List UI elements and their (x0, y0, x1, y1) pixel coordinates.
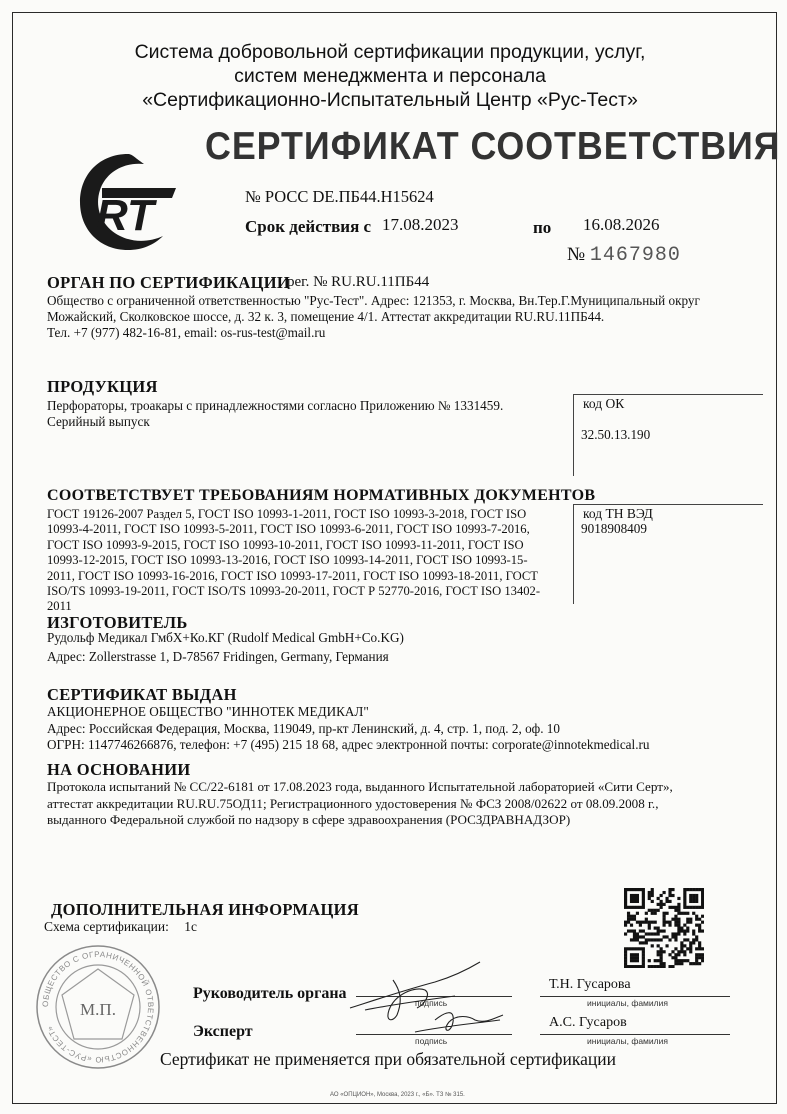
tnved-code-value: 9018908409 (581, 521, 647, 536)
requirements-line: ISO/TS 10993-19-2011, ГОСТ ISO/TS 10993-20-2011, ГОСТ Р 52770-2016, ГОСТ ISO 13402- (47, 584, 541, 599)
certification-body-text (47, 293, 700, 341)
svg-text:М.П.: М.П. (80, 1000, 116, 1019)
ok-code-box (573, 394, 763, 476)
blank-number-prefix: № (567, 244, 586, 265)
requirements-line: 2011 (47, 599, 72, 614)
head-name-line (540, 996, 730, 997)
basis-line: Протокола испытаний № СС/22-6181 от 17.08.2023 года, выданного Испытательной лабораторией «Сити Серт», (47, 779, 673, 794)
system-line-2: систем менеджмента и персонала (234, 65, 546, 87)
ok-code-value: 32.50.13.190 (581, 427, 651, 442)
certification-scheme (44, 919, 197, 935)
validity-to-date: 16.08.2026 (583, 215, 660, 234)
body-line: Можайский, Сколковское шоссе, д. 32 к. 3, помещение 4/1. Аттестат аккредитации RU.RU.11ПБ44. (47, 309, 605, 324)
expert-name: А.С. Гусаров (549, 1015, 627, 1030)
manufacturer-heading: ИЗГОТОВИТЕЛЬ (47, 613, 188, 632)
certificate-registration-number: № РОСС DE.ПБ44.Н15624 (245, 187, 434, 206)
head-signature-caption: подпись (415, 998, 448, 1008)
organization-stamp (34, 943, 162, 1071)
product-line: Перфораторы, троакары с принадлежностями согласно Приложению № 1331459. (47, 398, 504, 413)
certification-body-heading: ОРГАН ПО СЕРТИФИКАЦИИ (47, 273, 291, 292)
body-line: Общество с ограниченной ответственностью "Рус-Тест". Адрес: 121353, г. Москва, Вн.Тер.Г.Муниципальный округ (47, 293, 700, 308)
certification-body-reg: рег. № RU.RU.11ПБ44 (287, 274, 430, 290)
qr-code (624, 888, 704, 968)
print-info: АО «ОПЦИОН», Москва, 2023 г., «Б». ТЗ № 315. (330, 1092, 465, 1098)
system-line-1: Система добровольной сертификации продукции, услуг, (134, 41, 646, 63)
requirements-line: ГОСТ 19126-2007 Раздел 5, ГОСТ ISO 10993-1-2011, ГОСТ ISO 10993-3-2018, ГОСТ ISO (47, 507, 527, 521)
svg-text:RT: RT (96, 191, 154, 240)
requirements-text (47, 507, 540, 615)
requirements-heading: СООТВЕТСТВУЕТ ТРЕБОВАНИЯМ НОРМАТИВНЫХ ДОКУМЕНТОВ (47, 487, 596, 504)
tnved-code-label: код ТН ВЭД (583, 506, 653, 521)
manufacturer-text (47, 630, 404, 665)
system-line-3: «Сертификационно-Испытательный Центр «Рус-Тест» (142, 89, 638, 111)
certificate-title: СЕРТИФИКАТ СООТВЕТСТВИЯ (205, 125, 781, 168)
validity-from-date: 17.08.2023 (382, 215, 459, 234)
rt-logo (72, 148, 184, 256)
expert-name-line (540, 1034, 730, 1035)
ok-code-label: код ОК (583, 396, 625, 411)
blank-number (567, 244, 681, 267)
additional-info-heading: ДОПОЛНИТЕЛЬНАЯ ИНФОРМАЦИЯ (51, 900, 359, 919)
issued-to-text (47, 704, 649, 754)
footer-note: Сертификат не применяется при обязательной сертификации (160, 1049, 616, 1069)
expert-label: Эксперт (193, 1023, 253, 1040)
scheme-label: Схема сертификации: (44, 919, 169, 934)
manufacturer-line: Рудольф Медикал ГмбХ+Ко.КГ (Rudolf Medical GmbH+Co.KG) (47, 630, 404, 645)
certification-system-title (40, 40, 740, 112)
blank-number-value: 1467980 (589, 244, 681, 267)
product-line: Серийный выпуск (47, 414, 150, 429)
issued-to-line: Адрес: Российская Федерация, Москва, 119049, пр-кт Ленинский, д. 4, стр. 1, под. 2, оф. 10 (47, 720, 560, 736)
requirements-line: 2011, ГОСТ ISO 10993-16-2016, ГОСТ ISO 10993-17-2011, ГОСТ ISO 10993-18-2011, ГОСТ (47, 568, 538, 583)
product-text (47, 398, 503, 430)
expert-name-caption: инициалы, фамилия (587, 1036, 668, 1046)
body-line: Тел. +7 (977) 482-16-81, email: os-rus-test@mail.ru (47, 325, 326, 340)
scheme-value: 1с (184, 919, 197, 934)
manufacturer-line: Адрес: Zollerstrasse 1, D-78567 Fridingen, Germany, Германия (47, 649, 389, 664)
validity-to-label: по (533, 218, 552, 237)
head-name-caption: инициалы, фамилия (587, 998, 668, 1008)
validity-label: Срок действия с (245, 217, 372, 236)
handwritten-signatures (345, 960, 505, 1050)
svg-text:ОБЩЕСТВО С ОГРАНИЧЕННОЙ ОТВЕТС: ОБЩЕСТВО С ОГРАНИЧЕННОЙ ОТВЕТСТВЕННОСТЬЮ «РУС-ТЕСТ» (40, 949, 156, 1065)
requirements-line: 10993-4-2011, ГОСТ ISO 10993-5-2011, ГОСТ ISO 10993-6-2011, ГОСТ ISO 10993-7-2016, (47, 522, 530, 537)
head-of-body-label: Руководитель органа (193, 985, 347, 1002)
product-heading: ПРОДУКЦИЯ (47, 377, 158, 396)
issued-to-line: ОГРН: 1147746266876, телефон: +7 (495) 215 18 68, адрес электронной почты: corporate@innotekmedical.ru (47, 737, 650, 752)
issued-to-line: АКЦИОНЕРНОЕ ОБЩЕСТВО "ИННОТЕК МЕДИКАЛ" (47, 704, 369, 719)
head-name: Т.Н. Гусарова (549, 977, 631, 992)
basis-line: выданного Федеральной службой по надзору в сфере здравоохранения (РОСЗДРАВНАДЗОР) (47, 812, 571, 827)
expert-signature-caption: подпись (415, 1036, 448, 1046)
basis-line: аттестат аккредитации RU.RU.75ОД11; Регистрационного удостоверения № ФСЗ 2008/02622 от 08.09.2008 г., (47, 795, 659, 811)
basis-text (47, 779, 673, 829)
requirements-line: ГОСТ ISO 10993-9-2015, ГОСТ ISO 10993-10-2011, ГОСТ ISO 10993-11-2011, ГОСТ ISO (47, 537, 524, 552)
issued-to-heading: СЕРТИФИКАТ ВЫДАН (47, 685, 237, 704)
tnved-code-box (573, 504, 763, 604)
basis-heading: НА ОСНОВАНИИ (47, 760, 191, 779)
requirements-line: 10993-12-2015, ГОСТ ISO 10993-13-2016, ГОСТ ISO 10993-14-2011, ГОСТ ISO 10993-15- (47, 553, 528, 568)
